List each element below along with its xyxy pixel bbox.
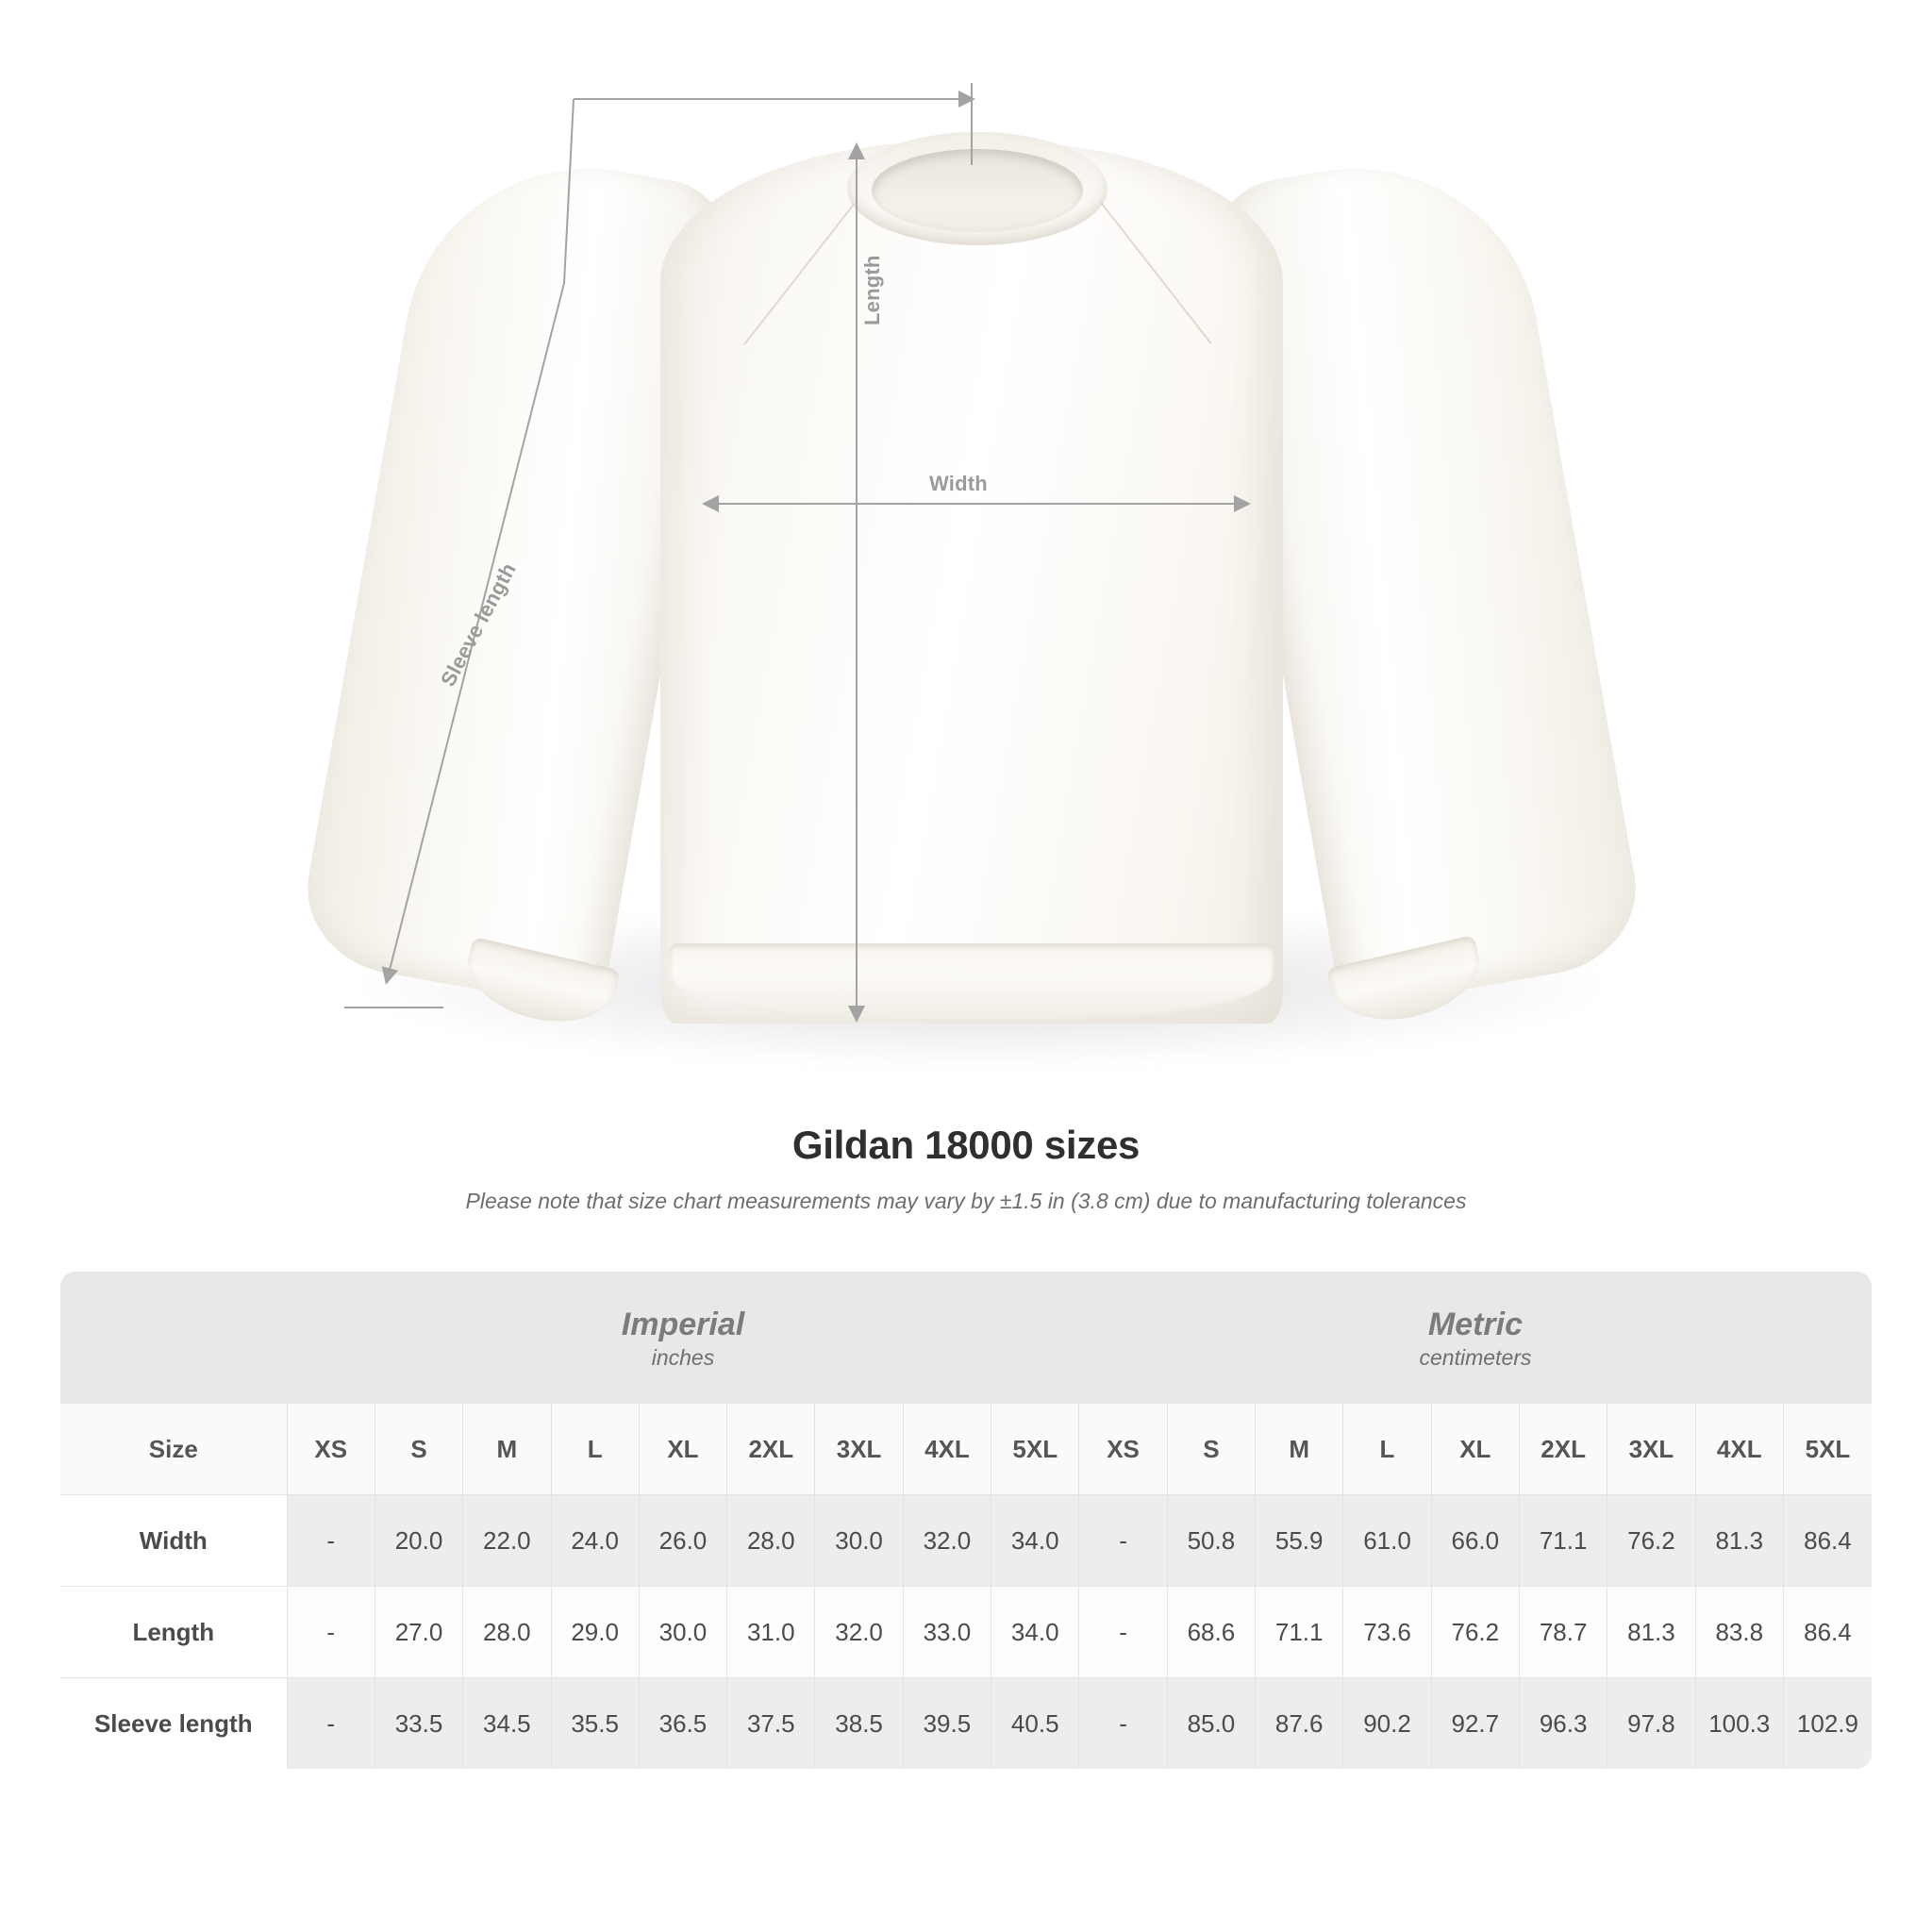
size-header-imperial-m: M <box>463 1404 551 1495</box>
cell-length-metric-m: 71.1 <box>1256 1587 1343 1678</box>
size-header-metric-l: L <box>1343 1404 1431 1495</box>
page-title: Gildan 18000 sizes <box>791 1123 1141 1167</box>
cell-length-imperial-m: 28.0 <box>463 1587 551 1678</box>
cell-width-metric-l: 61.0 <box>1343 1495 1431 1587</box>
cell-width-imperial-2xl: 28.0 <box>727 1495 815 1587</box>
width-label: Width <box>929 472 988 495</box>
cell-length-metric-2xl: 78.7 <box>1519 1587 1607 1678</box>
cell-length-metric-xl: 76.2 <box>1431 1587 1519 1678</box>
unit-header-metric <box>1079 1272 1872 1404</box>
size-header-metric-s: S <box>1167 1404 1255 1495</box>
cell-sleeve-imperial-xl: 36.5 <box>639 1678 726 1770</box>
cell-sleeve-metric-3xl: 97.8 <box>1607 1678 1695 1770</box>
cell-length-imperial-3xl: 32.0 <box>815 1587 903 1678</box>
cell-length-imperial-xs: - <box>287 1587 375 1678</box>
cell-length-metric-3xl: 81.3 <box>1607 1587 1695 1678</box>
cell-sleeve-imperial-s: 33.5 <box>375 1678 462 1770</box>
table-row <box>60 1678 1872 1770</box>
cell-width-metric-m: 55.9 <box>1256 1495 1343 1587</box>
size-table-wrapper <box>60 1272 1872 1769</box>
unit-header-row <box>60 1272 1872 1404</box>
size-header-imperial-4xl: 4XL <box>903 1404 991 1495</box>
cell-sleeve-imperial-5xl: 40.5 <box>991 1678 1079 1770</box>
cell-width-metric-5xl: 86.4 <box>1783 1495 1872 1587</box>
size-header-metric-m: M <box>1256 1404 1343 1495</box>
size-header-imperial-s: S <box>375 1404 462 1495</box>
size-header-metric-xl: XL <box>1431 1404 1519 1495</box>
cell-sleeve-imperial-4xl: 39.5 <box>903 1678 991 1770</box>
size-table <box>60 1272 1872 1769</box>
garment-body <box>660 142 1283 1024</box>
cell-length-imperial-2xl: 31.0 <box>727 1587 815 1678</box>
cell-sleeve-imperial-m: 34.5 <box>463 1678 551 1770</box>
cell-length-metric-5xl: 86.4 <box>1783 1587 1872 1678</box>
unit-name-imperial: Imperial <box>621 1307 745 1343</box>
cell-length-imperial-xl: 30.0 <box>639 1587 726 1678</box>
cell-sleeve-metric-xl: 92.7 <box>1431 1678 1519 1770</box>
cell-length-imperial-l: 29.0 <box>551 1587 639 1678</box>
table-row <box>60 1495 1872 1587</box>
size-header-imperial-5xl: 5XL <box>991 1404 1079 1495</box>
cell-sleeve-metric-2xl: 96.3 <box>1519 1678 1607 1770</box>
size-header-metric-xs: XS <box>1079 1404 1167 1495</box>
size-header-imperial-xs: XS <box>287 1404 375 1495</box>
cell-sleeve-imperial-l: 35.5 <box>551 1678 639 1770</box>
cell-width-metric-2xl: 71.1 <box>1519 1495 1607 1587</box>
collar-inner <box>872 149 1083 232</box>
cell-width-metric-xl: 66.0 <box>1431 1495 1519 1587</box>
size-header-imperial-xl: XL <box>639 1404 726 1495</box>
bottom-hem <box>670 943 1274 1021</box>
cell-width-imperial-m: 22.0 <box>463 1495 551 1587</box>
cell-width-imperial-5xl: 34.0 <box>991 1495 1079 1587</box>
cell-width-imperial-xl: 26.0 <box>639 1495 726 1587</box>
cell-width-metric-s: 50.8 <box>1167 1495 1255 1587</box>
size-header-imperial-2xl: 2XL <box>727 1404 815 1495</box>
cell-sleeve-imperial-3xl: 38.5 <box>815 1678 903 1770</box>
cell-width-imperial-s: 20.0 <box>375 1495 462 1587</box>
cell-width-metric-4xl: 81.3 <box>1695 1495 1783 1587</box>
cell-sleeve-metric-4xl: 100.3 <box>1695 1678 1783 1770</box>
size-header-metric-3xl: 3XL <box>1607 1404 1695 1495</box>
cell-width-metric-xs: - <box>1079 1495 1167 1587</box>
cell-length-metric-l: 73.6 <box>1343 1587 1431 1678</box>
length-label: Length <box>860 255 884 325</box>
size-header-label: Size <box>60 1404 287 1495</box>
cell-length-metric-s: 68.6 <box>1167 1587 1255 1678</box>
sleeve-length-label: Sleeve length <box>436 558 521 691</box>
cell-width-imperial-l: 24.0 <box>551 1495 639 1587</box>
cell-width-metric-3xl: 76.2 <box>1607 1495 1695 1587</box>
row-label-length: Length <box>60 1587 287 1678</box>
unit-name-metric: Metric <box>1427 1307 1524 1343</box>
cell-width-imperial-3xl: 30.0 <box>815 1495 903 1587</box>
size-header-metric-2xl: 2XL <box>1519 1404 1607 1495</box>
cell-sleeve-metric-5xl: 102.9 <box>1783 1678 1872 1770</box>
cell-width-imperial-xs: - <box>287 1495 375 1587</box>
cell-length-imperial-4xl: 33.0 <box>903 1587 991 1678</box>
unit-sub-metric: centimeters <box>1419 1344 1532 1370</box>
cell-sleeve-metric-m: 87.6 <box>1256 1678 1343 1770</box>
cell-sleeve-imperial-xs: - <box>287 1678 375 1770</box>
size-header-imperial-l: L <box>551 1404 639 1495</box>
cell-sleeve-metric-xs: - <box>1079 1678 1167 1770</box>
cell-length-metric-xs: - <box>1079 1587 1167 1678</box>
size-header-row <box>60 1404 1872 1495</box>
cell-length-metric-4xl: 83.8 <box>1695 1587 1783 1678</box>
unit-header-imperial <box>287 1272 1079 1404</box>
unit-sub-imperial: inches <box>651 1344 715 1370</box>
size-header-metric-5xl: 5XL <box>1783 1404 1872 1495</box>
cell-sleeve-imperial-2xl: 37.5 <box>727 1678 815 1770</box>
tolerance-note: Please note that size chart measurements may vary by ±1.5 in (3.8 cm) due to manufacturing tolerances <box>465 1189 1467 1213</box>
cell-length-imperial-s: 27.0 <box>375 1587 462 1678</box>
size-header-imperial-3xl: 3XL <box>815 1404 903 1495</box>
size-header-metric-4xl: 4XL <box>1695 1404 1783 1495</box>
row-label-sleeve-length: Sleeve length <box>60 1678 287 1770</box>
cell-width-imperial-4xl: 32.0 <box>903 1495 991 1587</box>
title-block <box>0 1123 1932 1214</box>
cell-length-imperial-5xl: 34.0 <box>991 1587 1079 1678</box>
cell-sleeve-metric-s: 85.0 <box>1167 1678 1255 1770</box>
cell-sleeve-metric-l: 90.2 <box>1343 1678 1431 1770</box>
table-row <box>60 1587 1872 1678</box>
row-label-width: Width <box>60 1495 287 1587</box>
table-corner <box>60 1272 287 1404</box>
